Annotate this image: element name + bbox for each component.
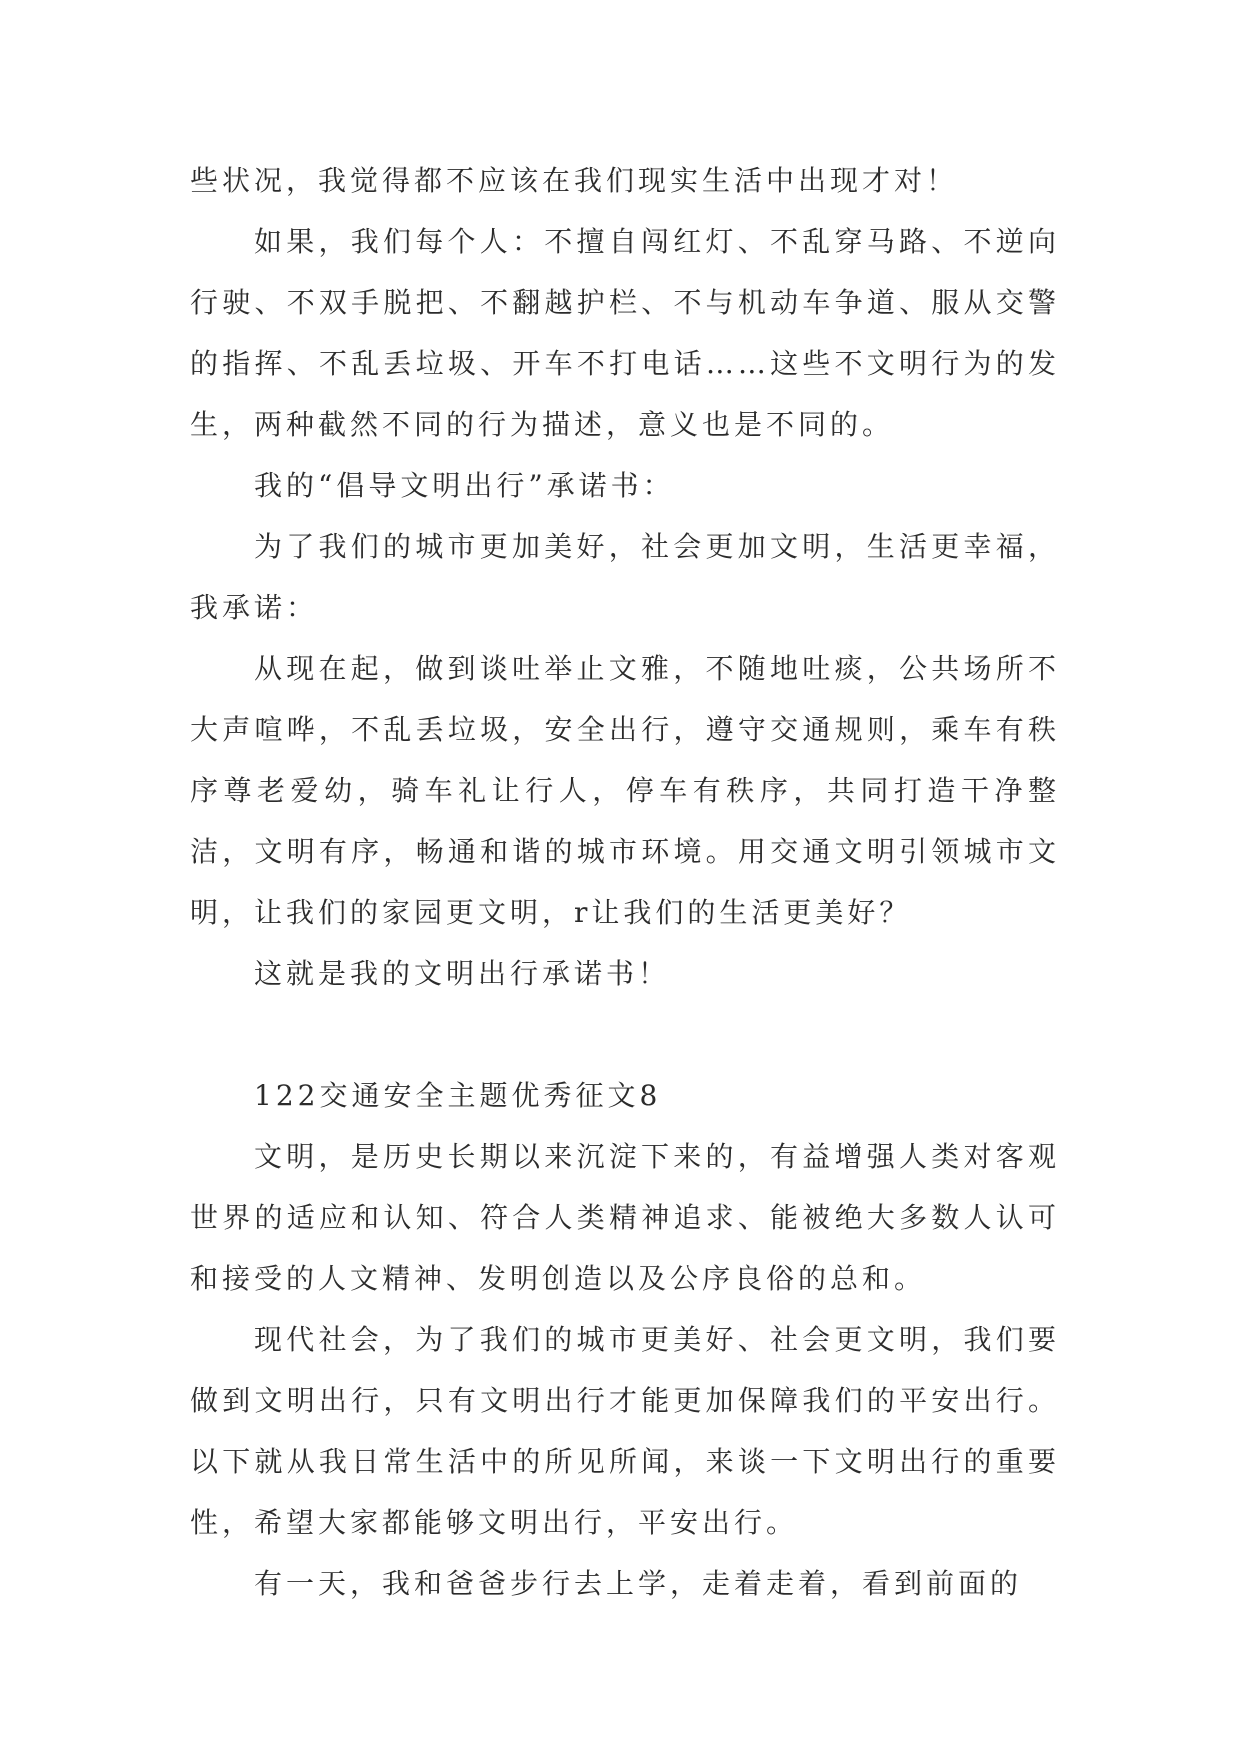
- paragraph-pledge-intro: 为了我们的城市更加美好，社会更加文明，生活更幸福，我承诺：: [190, 530, 1060, 624]
- document-body: [190, 150, 1060, 1614]
- paragraph-pledge-closing: 这就是我的文明出行承诺书！: [254, 957, 671, 990]
- paragraph-pledge-body: 从现在起，做到谈吐举止文雅，不随地吐痰，公共场所不大声喧哗，不乱丢垃圾，安全出行，遵守交通规则，乘车有秩序尊老爱幼，骑车礼让行人，停车有秩序，共同打造干净整洁，文明有序，畅通和谐的城市环境。用交通文明引领城市文明，让我们的家园更文明，r让我们的生活更美好？: [190, 652, 1060, 929]
- paragraph-modern-society: 现代社会，为了我们的城市更美好、社会更文明，我们要做到文明出行，只有文明出行才能更加保障我们的平安出行。以下就从我日常生活中的所见所闻，来谈一下文明出行的重要性，希望大家都能够文明出行，平安出行。: [190, 1323, 1060, 1539]
- paragraph-civilization-definition: 文明，是历史长期以来沉淀下来的，有益增强人类对客观世界的适应和认知、符合人类精神追求、能被绝大多数人认可和接受的人文精神、发明创造以及公序良俗的总和。: [190, 1140, 1060, 1295]
- paragraph-continuation: 些状况，我觉得都不应该在我们现实生活中出现才对！: [190, 164, 959, 197]
- paragraph-traffic-rules: 如果，我们每个人：不擅自闯红灯、不乱穿马路、不逆向行驶、不双手脱把、不翻越护栏、不与机动车争道、服从交警的指挥、不乱丢垃圾、开车不打电话……这些不文明行为的发生，两种截然不同的行为描述，意义也是不同的。: [190, 225, 1060, 441]
- section-title: 122交通安全主题优秀征文8: [254, 1079, 662, 1112]
- section-spacer: [190, 1004, 1060, 1065]
- paragraph-story-start: 有一天，我和爸爸步行去上学，走着走着，看到前面的: [254, 1567, 1023, 1600]
- paragraph-pledge-heading: 我的“倡导文明出行”承诺书：: [254, 469, 675, 502]
